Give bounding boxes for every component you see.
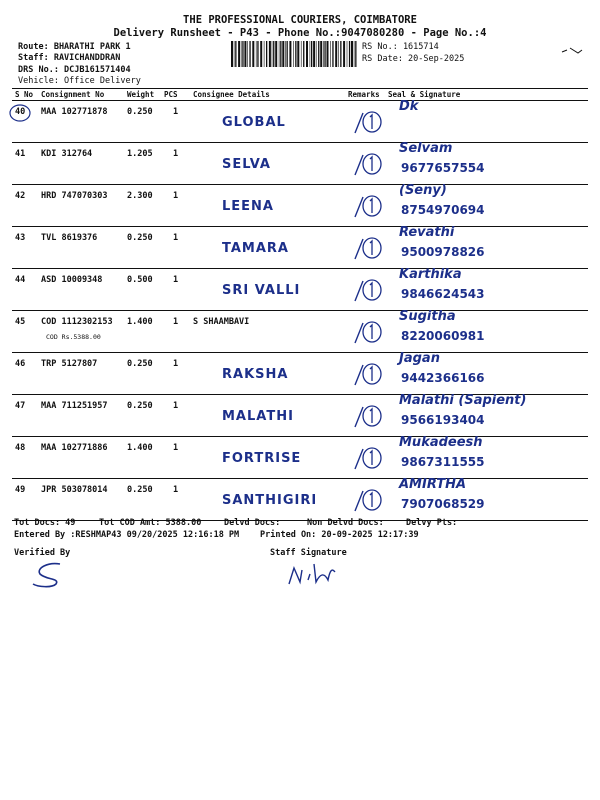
cell-pcs: 1 [161, 311, 190, 353]
cell-weight: 1.400 [124, 437, 161, 479]
consignee-handwritten: RAKSHA [222, 367, 289, 382]
table-row [12, 185, 588, 227]
cell-pcs: 1 [161, 185, 190, 227]
recipient-phone: 8220060981 [401, 329, 485, 343]
delivered-tick-icon [353, 191, 383, 221]
non-delivered-docs: Non Delvd Docs: [307, 518, 384, 528]
consignee-handwritten: GLOBAL [222, 115, 286, 130]
delivered-tick-icon [353, 485, 383, 515]
consignee-printed: S SHAAMBAVI [193, 317, 250, 327]
cell-sno: 44 [12, 269, 38, 311]
cell-consignee [190, 227, 345, 269]
delivered-docs: Delvd Docs: [224, 518, 281, 528]
staff: Staff: RAVICHANDDRAN [18, 53, 121, 63]
cell-remarks [345, 437, 385, 479]
verified-by-label: Verified By [14, 548, 71, 558]
cell-signature [385, 101, 588, 143]
cell-weight: 0.500 [124, 269, 161, 311]
barcode-bar [340, 41, 341, 67]
recipient-signature: Revathi [399, 225, 455, 240]
cell-weight: 0.250 [124, 353, 161, 395]
drs-number: DRS No.: DCJB161571404 [18, 65, 131, 75]
cell-pcs: 1 [161, 101, 190, 143]
staff-signature-label: Staff Signature [270, 548, 347, 558]
recipient-phone: 7907068529 [401, 497, 485, 511]
cell-pcs: 1 [161, 479, 190, 521]
consignee-handwritten: SANTHIGIRI [222, 493, 318, 508]
delivered-tick-icon [353, 275, 383, 305]
delivered-tick-icon [353, 359, 383, 389]
cell-signature [385, 311, 588, 353]
consignee-handwritten: SELVA [222, 157, 271, 172]
cell-consignee [190, 143, 345, 185]
cell-signature [385, 269, 588, 311]
barcode-bar [287, 41, 288, 67]
table-row [12, 269, 588, 311]
cell-remarks [345, 185, 385, 227]
recipient-signature: (Seny) [399, 183, 447, 198]
cod-note: COD Rs.5388.00 [46, 333, 101, 341]
barcode-bar [327, 41, 329, 67]
barcode-bar [273, 41, 274, 67]
cell-remarks [345, 311, 385, 353]
cell-weight: 2.300 [124, 185, 161, 227]
recipient-phone: 9442366166 [401, 371, 485, 385]
cell-sno: 43 [12, 227, 38, 269]
barcode-bar [285, 41, 286, 67]
cell-signature [385, 143, 588, 185]
cell-remarks [345, 269, 385, 311]
staff-signature [286, 560, 338, 590]
delivered-tick-icon [353, 443, 383, 473]
barcode-bar [235, 41, 236, 67]
header-signature: Seal & Signature [385, 89, 588, 101]
barcode-bar [242, 41, 243, 67]
recipient-phone: 8754970694 [401, 203, 485, 217]
table-row [12, 227, 588, 269]
cell-consignment: MAA 102771886 [38, 437, 124, 479]
barcode-bar [279, 41, 280, 67]
header-remarks: Remarks [345, 89, 385, 101]
printed-on: Printed On: 20-09-2025 12:17:39 [260, 530, 419, 540]
recipient-signature: Selvam [399, 141, 453, 156]
header-sno: S No [12, 89, 38, 101]
barcode-bar [256, 41, 257, 67]
delivery-points: Delvy Pts: [406, 518, 458, 528]
cell-consignment: HRD 747070303 [38, 185, 124, 227]
table-row [12, 395, 588, 437]
barcode-bar [269, 41, 271, 67]
total-cod-amount: Tot COD Amt: 5388.00 [99, 518, 202, 528]
barcode-bar [320, 41, 322, 67]
barcode-bar [323, 41, 324, 67]
barcode [231, 41, 359, 67]
cell-weight: 0.250 [124, 227, 161, 269]
recipient-phone: 9867311555 [401, 455, 485, 469]
consignee-handwritten: MALATHI [222, 409, 294, 424]
header-pcs: PCS [161, 89, 190, 101]
barcode-bar [297, 41, 299, 67]
cell-consignee [190, 185, 345, 227]
barcode-bar [355, 41, 356, 67]
cell-signature [385, 395, 588, 437]
barcode-bar [234, 41, 235, 67]
sno-circle-mark [8, 103, 32, 123]
total-docs: Tot Docs: 49 [14, 518, 76, 528]
recipient-signature: Dk [399, 99, 419, 114]
table-row [12, 479, 588, 521]
barcode-bar [306, 41, 308, 67]
cell-consignment: ASD 10009348 [38, 269, 124, 311]
recipient-signature: Mukadeesh [399, 435, 483, 450]
header-consignee: Consignee Details [190, 89, 345, 101]
recipient-signature: Malathi (Sapient) [399, 393, 527, 408]
cell-sno: 42 [12, 185, 38, 227]
barcode-bar [349, 41, 350, 67]
barcode-bar [264, 41, 265, 67]
barcode-bar [238, 41, 240, 67]
barcode-bar [303, 41, 304, 67]
barcode-bar [335, 41, 337, 67]
consignee-handwritten: TAMARA [222, 241, 289, 256]
consignee-handwritten: LEENA [222, 199, 274, 214]
cell-consignment: MAA 711251957 [38, 395, 124, 437]
header-weight: Weight [124, 89, 161, 101]
recipient-phone: 9500978826 [401, 245, 485, 259]
cell-pcs: 1 [161, 269, 190, 311]
cell-weight: 0.250 [124, 101, 161, 143]
cell-sno: 45 [12, 311, 38, 353]
cell-sno: 48 [12, 437, 38, 479]
company-title: THE PROFESSIONAL COURIERS, COIMBATORE [183, 14, 417, 26]
table-row [12, 353, 588, 395]
cell-sno: 49 [12, 479, 38, 521]
cell-sno: 46 [12, 353, 38, 395]
barcode-bar [275, 41, 277, 67]
barcode-bar [343, 41, 345, 67]
consignee-handwritten: FORTRISE [222, 451, 302, 466]
cell-pcs: 1 [161, 437, 190, 479]
cell-pcs: 1 [161, 143, 190, 185]
cell-consignment: KDI 312764 [38, 143, 124, 185]
barcode-bar [289, 41, 291, 67]
cell-consignee [190, 395, 345, 437]
cell-signature [385, 353, 588, 395]
barcode-bar [241, 41, 242, 67]
barcode-bar [272, 41, 273, 67]
cell-weight: 0.250 [124, 479, 161, 521]
cell-consignee [190, 479, 345, 521]
barcode-bar [338, 41, 339, 67]
cell-sno: 41 [12, 143, 38, 185]
barcode-bar [295, 41, 296, 67]
recipient-signature: Karthika [399, 267, 462, 282]
cell-sno: 40 [12, 101, 38, 143]
barcode-bar [301, 41, 302, 67]
rs-number: RS No.: 1615714 [362, 42, 439, 52]
cell-remarks [345, 479, 385, 521]
cell-consignee [190, 437, 345, 479]
cell-remarks [345, 227, 385, 269]
barcode-bar [351, 41, 353, 67]
delivered-tick-icon [353, 149, 383, 179]
rs-date: RS Date: 20-Sep-2025 [362, 54, 465, 64]
barcode-bar [316, 41, 317, 67]
delivered-tick-icon [353, 107, 383, 137]
table-row [12, 311, 588, 353]
recipient-signature: Jagan [399, 351, 440, 366]
barcode-bar [330, 41, 331, 67]
barcode-bar [247, 41, 248, 67]
cell-signature [385, 479, 588, 521]
recipient-signature: Sugitha [399, 309, 456, 324]
cell-pcs: 1 [161, 227, 190, 269]
cell-pcs: 1 [161, 395, 190, 437]
cell-consignee [190, 269, 345, 311]
barcode-bar [318, 41, 319, 67]
cell-signature [385, 227, 588, 269]
cell-weight: 0.250 [124, 395, 161, 437]
barcode-bar [311, 41, 312, 67]
cell-pcs: 1 [161, 353, 190, 395]
cell-consignment: TRP 5127807 [38, 353, 124, 395]
barcode-bar [293, 41, 294, 67]
barcode-bar [249, 41, 250, 67]
route: Route: BHARATHI PARK 1 [18, 42, 131, 52]
verifier-signature [30, 560, 74, 590]
cell-consignment: MAA 102771878 [38, 101, 124, 143]
delivered-tick-icon [353, 233, 383, 263]
cell-weight: 1.400 [124, 311, 161, 353]
barcode-bar [354, 41, 355, 67]
corner-mark-icon [560, 44, 584, 58]
table-header-row [12, 89, 588, 101]
delivered-tick-icon [353, 317, 383, 347]
cell-remarks [345, 395, 385, 437]
header-consignment: Consignment No [38, 89, 124, 101]
cell-signature [385, 437, 588, 479]
recipient-phone: 9677657554 [401, 161, 485, 175]
barcode-bar [282, 41, 284, 67]
recipient-phone: 9566193404 [401, 413, 485, 427]
barcode-bar [231, 41, 233, 67]
barcode-bar [280, 41, 281, 67]
barcode-bar [332, 41, 333, 67]
recipient-phone: 9846624543 [401, 287, 485, 301]
barcode-bar [260, 41, 262, 67]
consignee-handwritten: SRI VALLI [222, 283, 301, 298]
barcode-bar [310, 41, 311, 67]
barcode-bar [347, 41, 348, 67]
table-row [12, 437, 588, 479]
cell-consignment: COD 1112302153 COD Rs.5388.00 [38, 311, 124, 353]
recipient-signature: AMIRTHA [399, 477, 467, 492]
cell-remarks [345, 353, 385, 395]
cell-remarks [345, 143, 385, 185]
table-row [12, 143, 588, 185]
barcode-bar [252, 41, 254, 67]
cell-consignee [190, 101, 345, 143]
cell-consignment: TVL 8619376 [38, 227, 124, 269]
runsheet-table [12, 88, 588, 521]
barcode-bar [244, 41, 246, 67]
runsheet-subtitle: Delivery Runsheet - P43 - Phone No.:9047080280 - Page No.:4 [113, 27, 487, 39]
cell-consignee [190, 353, 345, 395]
entered-by: Entered By :RESHMAP43 09/20/2025 12:16:18 PM [14, 530, 240, 540]
barcode-bar [324, 41, 325, 67]
table-row [12, 101, 588, 143]
cell-signature [385, 185, 588, 227]
cell-sno: 47 [12, 395, 38, 437]
cell-consignment: JPR 503078014 [38, 479, 124, 521]
cell-consignee [190, 311, 345, 353]
cell-weight: 1.205 [124, 143, 161, 185]
delivered-tick-icon [353, 401, 383, 431]
barcode-bar [257, 41, 258, 67]
barcode-bar [266, 41, 267, 67]
cell-remarks [345, 101, 385, 143]
barcode-bar [313, 41, 315, 67]
vehicle: Vehicle: Office Delivery [18, 76, 141, 86]
